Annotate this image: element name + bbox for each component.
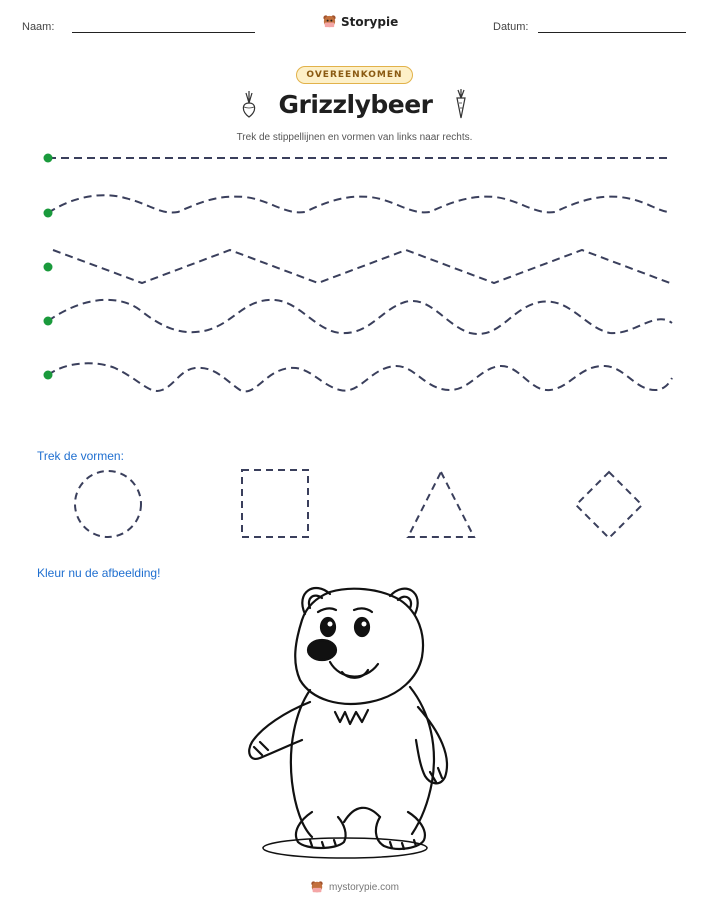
footer-url[interactable]: mystorypie.com: [328, 881, 399, 893]
turnip-icon: [238, 89, 260, 119]
name-field[interactable]: [72, 32, 255, 33]
start-dot: [44, 263, 53, 272]
category-badge: OVEREENKOMEN: [296, 66, 412, 84]
name-label: Naam:: [22, 21, 55, 33]
brand-logo: [322, 14, 398, 29]
trace-line-smooth-wave[interactable]: [48, 195, 668, 213]
coloring-heading: Kleur nu de afbeelding!: [37, 566, 161, 580]
trace-triangle[interactable]: [408, 472, 474, 537]
start-dot: [44, 209, 53, 218]
date-label: Datum:: [493, 21, 529, 33]
tracing-shapes: [0, 465, 709, 545]
trace-line-zigzag[interactable]: [53, 250, 670, 283]
instructions: Trek de stippellijnen en vormen van links naar rechts.: [236, 132, 473, 143]
start-dot: [44, 371, 53, 380]
storypie-mascot-icon: [310, 880, 324, 894]
date-field[interactable]: [538, 32, 686, 33]
brand-name: Storypie: [341, 14, 399, 29]
storypie-mascot-icon: [322, 14, 337, 29]
trace-line-wave[interactable]: [48, 300, 672, 334]
start-dot: [44, 154, 53, 163]
grizzly-bear-coloring-image[interactable]: [240, 572, 470, 867]
page-title: Grizzlybeer: [278, 89, 433, 119]
carrot-icon: [451, 88, 471, 120]
footer: [310, 880, 399, 894]
trace-circle[interactable]: [75, 471, 141, 537]
trace-square[interactable]: [242, 470, 308, 537]
start-dot: [44, 317, 53, 326]
tracing-lines: [0, 140, 709, 400]
trace-line-loop-wave[interactable]: [48, 363, 672, 391]
shapes-heading: Trek de vormen:: [37, 449, 124, 463]
trace-diamond[interactable]: [576, 472, 642, 538]
